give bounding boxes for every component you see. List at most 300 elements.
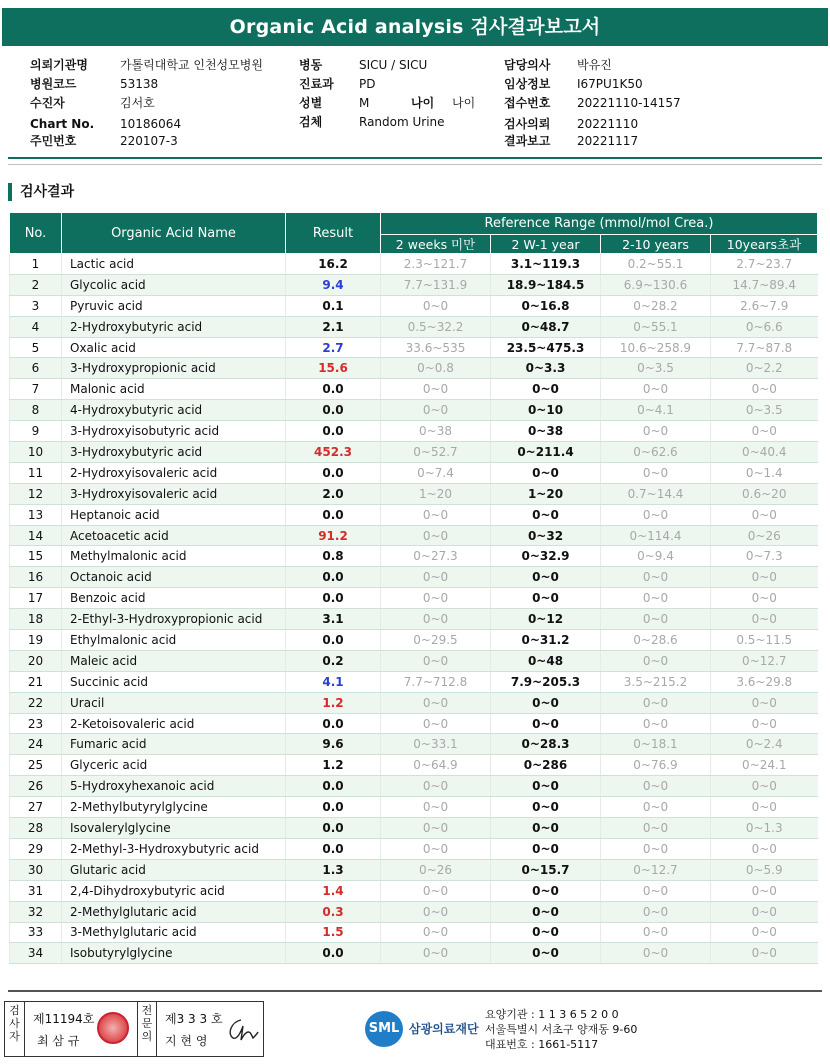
results-table bbox=[9, 212, 818, 964]
reference-range: 0~0 bbox=[381, 838, 491, 859]
table-row bbox=[10, 546, 818, 567]
reference-range: 0~0 bbox=[491, 880, 601, 901]
reference-range: 0~2.2 bbox=[711, 358, 818, 379]
info-value: I67PU1K50 bbox=[577, 77, 643, 91]
reference-range: 0~0 bbox=[381, 922, 491, 943]
org-code: 요양기관 : 1 1 3 6 5 2 0 0 bbox=[485, 1008, 619, 1021]
result-value: 0.0 bbox=[286, 818, 381, 839]
acid-name: 2-Ethyl-3-Hydroxypropionic acid bbox=[62, 609, 286, 630]
acid-name: 5-Hydroxyhexanoic acid bbox=[62, 776, 286, 797]
reference-range: 0~0 bbox=[601, 588, 711, 609]
info-label: 병원코드 bbox=[30, 77, 77, 91]
info-label: 진료과 bbox=[299, 77, 334, 91]
acid-name: 2-Hydroxyisovaleric acid bbox=[62, 462, 286, 483]
reference-range: 0~4.1 bbox=[601, 400, 711, 421]
reference-range: 0~0 bbox=[601, 776, 711, 797]
result-value: 1.4 bbox=[286, 880, 381, 901]
table-row bbox=[10, 525, 818, 546]
inspector-name: 최 삼 규 bbox=[37, 1034, 80, 1048]
reference-range: 0~12 bbox=[491, 609, 601, 630]
reference-range: 0~0 bbox=[491, 776, 601, 797]
info-label: 접수번호 bbox=[504, 96, 551, 110]
reference-range: 0~62.6 bbox=[601, 442, 711, 463]
reference-range: 0~0 bbox=[711, 588, 818, 609]
acid-name: 4-Hydroxybutyric acid bbox=[62, 400, 286, 421]
reference-range: 0~27.3 bbox=[381, 546, 491, 567]
row-number: 13 bbox=[10, 504, 62, 525]
reference-range: 0~12.7 bbox=[601, 859, 711, 880]
reference-range: 0~0 bbox=[381, 880, 491, 901]
reference-range: 0~114.4 bbox=[601, 525, 711, 546]
table-row bbox=[10, 943, 818, 964]
info-value: 20221117 bbox=[577, 134, 639, 148]
reference-range: 0~6.6 bbox=[711, 316, 818, 337]
info-label: 병동 bbox=[299, 58, 323, 72]
row-number: 19 bbox=[10, 630, 62, 651]
row-number: 21 bbox=[10, 671, 62, 692]
result-value: 3.1 bbox=[286, 609, 381, 630]
reference-range: 0~26 bbox=[381, 859, 491, 880]
reference-range: 0~0 bbox=[601, 692, 711, 713]
result-value: 2.7 bbox=[286, 337, 381, 358]
acid-name: 3-Hydroxyisovaleric acid bbox=[62, 483, 286, 504]
result-value: 0.0 bbox=[286, 421, 381, 442]
reference-range: 0~0 bbox=[711, 922, 818, 943]
reference-range: 0~0 bbox=[711, 713, 818, 734]
row-number: 31 bbox=[10, 880, 62, 901]
reference-range: 0~28.2 bbox=[601, 295, 711, 316]
reference-range: 0~0 bbox=[381, 525, 491, 546]
result-value: 0.0 bbox=[286, 504, 381, 525]
reference-range: 23.5~475.3 bbox=[491, 337, 601, 358]
reference-range: 0~24.1 bbox=[711, 755, 818, 776]
row-number: 12 bbox=[10, 483, 62, 504]
info-value: 53138 bbox=[120, 77, 159, 91]
table-row bbox=[10, 400, 818, 421]
reference-range: 0~0 bbox=[381, 818, 491, 839]
reference-range: 7.9~205.3 bbox=[491, 671, 601, 692]
acid-name: Pyruvic acid bbox=[62, 295, 286, 316]
result-value: 16.2 bbox=[286, 254, 381, 275]
result-value: 9.6 bbox=[286, 734, 381, 755]
acid-name: Heptanoic acid bbox=[62, 504, 286, 525]
acid-name: 2-Methylglutaric acid bbox=[62, 901, 286, 922]
table-row bbox=[10, 901, 818, 922]
reference-range: 0~1.3 bbox=[711, 818, 818, 839]
reference-range: 0~0 bbox=[601, 922, 711, 943]
acid-name: 2-Methyl-3-Hydroxybutyric acid bbox=[62, 838, 286, 859]
acid-name: Fumaric acid bbox=[62, 734, 286, 755]
result-value: 452.3 bbox=[286, 442, 381, 463]
row-number: 3 bbox=[10, 295, 62, 316]
info-label: 담당의사 bbox=[504, 58, 551, 72]
reference-range: 0~0 bbox=[381, 504, 491, 525]
row-number: 5 bbox=[10, 337, 62, 358]
reference-range: 0~7.4 bbox=[381, 462, 491, 483]
result-value: 1.2 bbox=[286, 692, 381, 713]
info-value: M bbox=[359, 96, 370, 110]
row-number: 33 bbox=[10, 922, 62, 943]
acid-name: Acetoacetic acid bbox=[62, 525, 286, 546]
result-value: 0.3 bbox=[286, 901, 381, 922]
reference-range: 0~0 bbox=[601, 609, 711, 630]
reference-range: 0~0 bbox=[381, 588, 491, 609]
acid-name: Glycolic acid bbox=[62, 274, 286, 295]
table-row bbox=[10, 859, 818, 880]
info-label: 검사의뢰 bbox=[504, 117, 551, 131]
reference-range: 0~0 bbox=[381, 295, 491, 316]
row-number: 1 bbox=[10, 254, 62, 275]
reference-range: 0~40.4 bbox=[711, 442, 818, 463]
acid-name: 2,4-Dihydroxybutyric acid bbox=[62, 880, 286, 901]
acid-name: Benzoic acid bbox=[62, 588, 286, 609]
acid-name: 2-Hydroxybutyric acid bbox=[62, 316, 286, 337]
info-label: Chart No. bbox=[30, 117, 95, 131]
reference-range: 0~28.6 bbox=[601, 630, 711, 651]
reference-range: 2.7~23.7 bbox=[711, 254, 818, 275]
reference-range: 0~12.7 bbox=[711, 650, 818, 671]
row-number: 28 bbox=[10, 818, 62, 839]
reference-range: 10.6~258.9 bbox=[601, 337, 711, 358]
confirmer-label: 전문의 bbox=[137, 1002, 157, 1056]
row-number: 26 bbox=[10, 776, 62, 797]
result-value: 0.0 bbox=[286, 588, 381, 609]
reference-range: 0~28.3 bbox=[491, 734, 601, 755]
info-value: 220107-3 bbox=[120, 134, 178, 148]
result-value: 0.0 bbox=[286, 838, 381, 859]
reference-range: 0~76.9 bbox=[601, 755, 711, 776]
table-row bbox=[10, 797, 818, 818]
info-value: 나이 bbox=[452, 96, 476, 110]
result-value: 91.2 bbox=[286, 525, 381, 546]
col-header-ref-over-10y: 10years초과 bbox=[711, 235, 818, 254]
reference-range: 0~0 bbox=[601, 901, 711, 922]
acid-name: Glyceric acid bbox=[62, 755, 286, 776]
table-row bbox=[10, 609, 818, 630]
info-value: 10186064 bbox=[120, 117, 182, 131]
org-phone: 대표번호 : 1661-5117 bbox=[485, 1038, 599, 1051]
reference-range: 0~0 bbox=[381, 713, 491, 734]
table-row bbox=[10, 692, 818, 713]
row-number: 15 bbox=[10, 546, 62, 567]
confirmer-license: 제3 3 3 호 bbox=[165, 1012, 223, 1026]
row-number: 25 bbox=[10, 755, 62, 776]
row-number: 24 bbox=[10, 734, 62, 755]
acid-name: Malonic acid bbox=[62, 379, 286, 400]
reference-range: 0~0 bbox=[711, 797, 818, 818]
table-row bbox=[10, 880, 818, 901]
reference-range: 0~15.7 bbox=[491, 859, 601, 880]
acid-name: Maleic acid bbox=[62, 650, 286, 671]
reference-range: 2.6~7.9 bbox=[711, 295, 818, 316]
reference-range: 0~0 bbox=[711, 504, 818, 525]
reference-range: 0~0 bbox=[711, 421, 818, 442]
reference-range: 0~0 bbox=[491, 713, 601, 734]
info-value: SICU / SICU bbox=[359, 58, 428, 72]
result-value: 0.0 bbox=[286, 567, 381, 588]
reference-range: 0~10 bbox=[491, 400, 601, 421]
table-row bbox=[10, 838, 818, 859]
info-value: 박유진 bbox=[577, 58, 612, 72]
signature-box bbox=[4, 1001, 264, 1057]
row-number: 7 bbox=[10, 379, 62, 400]
table-row bbox=[10, 254, 818, 275]
confirmer-name: 지 현 영 bbox=[165, 1034, 208, 1048]
result-value: 1.5 bbox=[286, 922, 381, 943]
table-row bbox=[10, 922, 818, 943]
acid-name: Isovalerylglycine bbox=[62, 818, 286, 839]
reference-range: 7.7~712.8 bbox=[381, 671, 491, 692]
row-number: 22 bbox=[10, 692, 62, 713]
acid-name: Lactic acid bbox=[62, 254, 286, 275]
reference-range: 0~0 bbox=[381, 943, 491, 964]
reference-range: 6.9~130.6 bbox=[601, 274, 711, 295]
acid-name: Glutaric acid bbox=[62, 859, 286, 880]
acid-name: 3-Hydroxybutyric acid bbox=[62, 442, 286, 463]
reference-range: 0~16.8 bbox=[491, 295, 601, 316]
info-value: Random Urine bbox=[359, 115, 445, 129]
reference-range: 0~0 bbox=[381, 692, 491, 713]
result-value: 2.0 bbox=[286, 483, 381, 504]
info-value: 20221110 bbox=[577, 117, 639, 131]
reference-range: 0~0 bbox=[711, 567, 818, 588]
result-value: 0.0 bbox=[286, 630, 381, 651]
info-label: 주민번호 bbox=[30, 134, 77, 148]
row-number: 17 bbox=[10, 588, 62, 609]
info-label: 결과보고 bbox=[504, 134, 551, 148]
result-value: 0.0 bbox=[286, 713, 381, 734]
reference-range: 0~0 bbox=[711, 609, 818, 630]
table-row bbox=[10, 483, 818, 504]
info-label: 수진자 bbox=[30, 96, 65, 110]
reference-range: 0~0 bbox=[491, 922, 601, 943]
acid-name: Octanoic acid bbox=[62, 567, 286, 588]
reference-range: 0~48 bbox=[491, 650, 601, 671]
table-row bbox=[10, 442, 818, 463]
reference-range: 14.7~89.4 bbox=[711, 274, 818, 295]
reference-range: 0~0 bbox=[491, 567, 601, 588]
info-label: 의뢰기관명 bbox=[30, 58, 88, 72]
reference-range: 33.6~535 bbox=[381, 337, 491, 358]
reference-range: 7.7~87.8 bbox=[711, 337, 818, 358]
acid-name: Isobutyrylglycine bbox=[62, 943, 286, 964]
acid-name: Methylmalonic acid bbox=[62, 546, 286, 567]
row-number: 20 bbox=[10, 650, 62, 671]
result-value: 0.1 bbox=[286, 295, 381, 316]
reference-range: 0~31.2 bbox=[491, 630, 601, 651]
info-label: 임상정보 bbox=[504, 77, 551, 91]
result-value: 15.6 bbox=[286, 358, 381, 379]
table-row bbox=[10, 818, 818, 839]
reference-range: 0~0 bbox=[601, 504, 711, 525]
result-value: 0.0 bbox=[286, 776, 381, 797]
reference-range: 0~0 bbox=[381, 650, 491, 671]
reference-range: 1~20 bbox=[491, 483, 601, 504]
row-number: 29 bbox=[10, 838, 62, 859]
reference-range: 0~0 bbox=[601, 943, 711, 964]
reference-range: 0~0 bbox=[381, 567, 491, 588]
col-header-ref-2-10y: 2-10 years bbox=[601, 235, 711, 254]
org-logo bbox=[365, 1005, 495, 1051]
reference-range: 0~0 bbox=[491, 901, 601, 922]
reference-range: 0~1.4 bbox=[711, 462, 818, 483]
table-row bbox=[10, 755, 818, 776]
patient-info bbox=[30, 56, 810, 152]
reference-range: 0.5~32.2 bbox=[381, 316, 491, 337]
reference-range: 0~55.1 bbox=[601, 316, 711, 337]
reference-range: 0~18.1 bbox=[601, 734, 711, 755]
reference-range: 0~0 bbox=[711, 838, 818, 859]
row-number: 11 bbox=[10, 462, 62, 483]
reference-range: 0~0 bbox=[601, 421, 711, 442]
table-row bbox=[10, 776, 818, 797]
reference-range: 0~0 bbox=[711, 379, 818, 400]
result-value: 9.4 bbox=[286, 274, 381, 295]
table-row bbox=[10, 379, 818, 400]
result-value: 0.0 bbox=[286, 797, 381, 818]
reference-range: 7.7~131.9 bbox=[381, 274, 491, 295]
result-value: 0.0 bbox=[286, 400, 381, 421]
result-value: 1.3 bbox=[286, 859, 381, 880]
acid-name: Oxalic acid bbox=[62, 337, 286, 358]
reference-range: 0~0 bbox=[601, 797, 711, 818]
info-value: 가톨릭대학교 인천성모병원 bbox=[120, 58, 263, 72]
reference-range: 0~0 bbox=[491, 818, 601, 839]
table-row bbox=[10, 337, 818, 358]
col-header-ref-2w-1y: 2 W-1 year bbox=[491, 235, 601, 254]
reference-range: 0~0 bbox=[491, 838, 601, 859]
reference-range: 0~29.5 bbox=[381, 630, 491, 651]
acid-name: 2-Methylbutyrylglycine bbox=[62, 797, 286, 818]
acid-name: 3-Hydroxypropionic acid bbox=[62, 358, 286, 379]
seal-stamp-icon bbox=[97, 1012, 129, 1044]
acid-name: 3-Methylglutaric acid bbox=[62, 922, 286, 943]
reference-range: 0~0 bbox=[491, 379, 601, 400]
reference-range: 0~0.8 bbox=[381, 358, 491, 379]
reference-range: 0~0 bbox=[601, 880, 711, 901]
sml-logo-icon: SML bbox=[365, 1011, 403, 1047]
col-header-reference: Reference Range (mmol/mol Crea.) bbox=[381, 213, 818, 235]
row-number: 14 bbox=[10, 525, 62, 546]
row-number: 30 bbox=[10, 859, 62, 880]
reference-range: 0~38 bbox=[381, 421, 491, 442]
table-row bbox=[10, 734, 818, 755]
section-title: 검사결과 bbox=[8, 183, 74, 201]
reference-range: 0~32 bbox=[491, 525, 601, 546]
table-row bbox=[10, 295, 818, 316]
result-value: 1.2 bbox=[286, 755, 381, 776]
report-title: Organic Acid analysis 검사결과보고서 bbox=[2, 8, 828, 46]
reference-range: 0~3.3 bbox=[491, 358, 601, 379]
reference-range: 0~52.7 bbox=[381, 442, 491, 463]
reference-range: 0~0 bbox=[711, 943, 818, 964]
reference-range: 0~0 bbox=[711, 776, 818, 797]
result-value: 4.1 bbox=[286, 671, 381, 692]
result-value: 0.8 bbox=[286, 546, 381, 567]
signature-icon bbox=[225, 1016, 259, 1044]
table-row bbox=[10, 588, 818, 609]
table-row bbox=[10, 274, 818, 295]
table-row bbox=[10, 650, 818, 671]
reference-range: 0~0 bbox=[491, 588, 601, 609]
result-value: 0.0 bbox=[286, 379, 381, 400]
info-value: 김서호 bbox=[120, 96, 155, 110]
reference-range: 0~0 bbox=[711, 901, 818, 922]
table-row bbox=[10, 630, 818, 651]
reference-range: 3.1~119.3 bbox=[491, 254, 601, 275]
reference-range: 0.7~14.4 bbox=[601, 483, 711, 504]
reference-range: 0~0 bbox=[601, 818, 711, 839]
reference-range: 0~0 bbox=[381, 901, 491, 922]
row-number: 18 bbox=[10, 609, 62, 630]
org-address: 서울특별시 서초구 양재동 9-60 bbox=[485, 1023, 638, 1036]
col-header-ref-under-2w: 2 weeks 미만 bbox=[381, 235, 491, 254]
reference-range: 0~5.9 bbox=[711, 859, 818, 880]
reference-range: 0.2~55.1 bbox=[601, 254, 711, 275]
footer-divider bbox=[8, 990, 822, 992]
reference-range: 0~0 bbox=[381, 776, 491, 797]
acid-name: Ethylmalonic acid bbox=[62, 630, 286, 651]
row-number: 2 bbox=[10, 274, 62, 295]
reference-range: 0.6~20 bbox=[711, 483, 818, 504]
reference-range: 0~0 bbox=[711, 880, 818, 901]
reference-range: 0~0 bbox=[601, 838, 711, 859]
header-divider-thin bbox=[8, 164, 822, 165]
reference-range: 0~7.3 bbox=[711, 546, 818, 567]
table-row bbox=[10, 462, 818, 483]
inspector-label: 검사자 bbox=[5, 1002, 25, 1056]
table-row bbox=[10, 504, 818, 525]
row-number: 32 bbox=[10, 901, 62, 922]
row-number: 34 bbox=[10, 943, 62, 964]
col-header-name: Organic Acid Name bbox=[62, 213, 286, 254]
table-row bbox=[10, 316, 818, 337]
reference-range: 1~20 bbox=[381, 483, 491, 504]
reference-range: 0~286 bbox=[491, 755, 601, 776]
result-value: 0.0 bbox=[286, 943, 381, 964]
results-body bbox=[10, 254, 818, 964]
info-label: 나이 bbox=[411, 96, 435, 110]
reference-range: 0~0 bbox=[601, 379, 711, 400]
row-number: 27 bbox=[10, 797, 62, 818]
col-header-result: Result bbox=[286, 213, 381, 254]
reference-range: 0~2.4 bbox=[711, 734, 818, 755]
reference-range: 3.5~215.2 bbox=[601, 671, 711, 692]
acid-name: 2-Ketoisovaleric acid bbox=[62, 713, 286, 734]
reference-range: 18.9~184.5 bbox=[491, 274, 601, 295]
table-row bbox=[10, 713, 818, 734]
row-number: 16 bbox=[10, 567, 62, 588]
table-row bbox=[10, 567, 818, 588]
result-value: 2.1 bbox=[286, 316, 381, 337]
reference-range: 0~0 bbox=[381, 797, 491, 818]
inspector-license: 제11194호 bbox=[33, 1012, 95, 1026]
reference-range: 0~0 bbox=[491, 462, 601, 483]
row-number: 23 bbox=[10, 713, 62, 734]
reference-range: 0~211.4 bbox=[491, 442, 601, 463]
info-value: 20221110-14157 bbox=[577, 96, 681, 110]
reference-range: 0~0 bbox=[491, 692, 601, 713]
reference-range: 0~0 bbox=[491, 943, 601, 964]
reference-range: 2.3~121.7 bbox=[381, 254, 491, 275]
result-value: 0.2 bbox=[286, 650, 381, 671]
reference-range: 0~26 bbox=[711, 525, 818, 546]
reference-range: 0~64.9 bbox=[381, 755, 491, 776]
reference-range: 0~0 bbox=[601, 713, 711, 734]
reference-range: 0~0 bbox=[381, 609, 491, 630]
org-info bbox=[485, 1007, 637, 1052]
reference-range: 0~33.1 bbox=[381, 734, 491, 755]
